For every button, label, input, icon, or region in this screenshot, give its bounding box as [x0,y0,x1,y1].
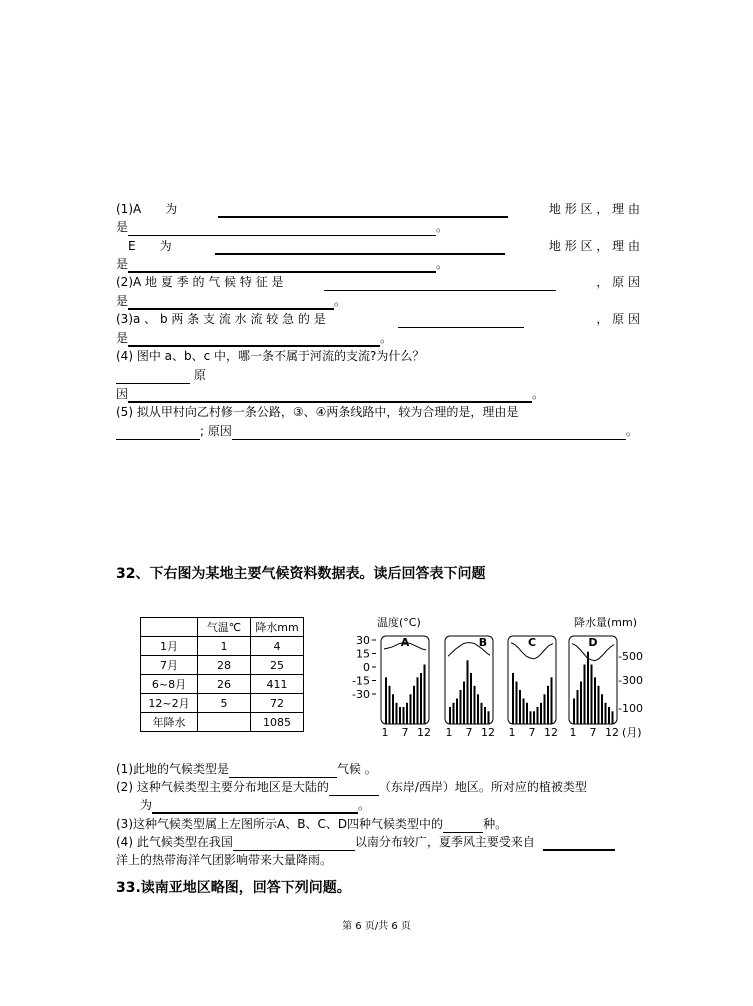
q31-l8-prefix: 是 [116,331,129,345]
answer-blank[interactable] [152,799,358,814]
q32-a3-end: 。 [358,798,371,812]
precip-bar [460,690,462,724]
q32-line-1 [116,760,640,778]
month-tick-label: 1 [381,726,389,739]
precip-bar [577,690,579,724]
precip-bar [392,694,394,724]
q32-line-4 [116,815,640,833]
table-row [141,713,304,732]
precip-bar [385,677,387,724]
table-cell: 5 [198,694,251,713]
q32-a5-prefix: (4) 此气候类型在我国 [116,835,233,849]
precip-bar [526,703,528,724]
q31-line-8 [116,329,640,347]
precip-bar [470,673,472,724]
precip-tick-label: -500 [618,650,643,663]
precip-bar [512,673,514,724]
precip-bar [413,686,415,724]
q32-a1-suffix: 气候 。 [337,762,377,776]
precip-bar [573,699,575,725]
temp-tick-label: 0 [363,661,370,674]
answer-blank[interactable] [543,836,615,851]
precip-bar [594,677,596,724]
precip-bar [587,652,589,724]
climate-charts [340,612,660,742]
q32-a1-prefix: (1)此地的气候类型是 [116,762,229,776]
q32-line-6 [116,851,640,869]
q31-line-1 [116,200,640,218]
precip-bar [484,707,486,724]
q31-line-10 [116,366,640,384]
precip-axis-label: 降水量(mm) [574,616,638,629]
q31-l10-text: 原 [193,368,206,382]
answer-blank[interactable] [229,764,337,778]
month-tick-label: 7 [528,726,536,739]
q31-l2-prefix: 是 [116,220,129,234]
q31-line-2 [116,218,640,236]
month-tick-label: 12 [481,726,495,739]
precip-bar [463,682,465,725]
table-cell: 411 [251,675,304,694]
precip-bar [410,694,412,724]
month-tick-label: 12 [605,726,619,739]
q31-line-9 [116,347,640,365]
month-tick-label: 12 [544,726,558,739]
precip-bar [544,694,546,724]
table-row [141,694,304,713]
table-cell: 1 [198,637,251,656]
precip-bar [449,707,451,724]
table-cell: 25 [251,656,304,675]
precip-axis-ticks [618,650,643,715]
month-tick-label: 12 [417,726,431,739]
precip-bar [467,660,469,724]
q31-l5-prefix: (2)A 地 夏 季 的 气 候 特 征 是 [116,275,284,289]
climate-data-table [140,617,304,732]
answer-blank[interactable] [128,332,380,347]
q31-l11-prefix: 因 [116,387,129,401]
month-tick-label: 7 [401,726,409,739]
precip-bar [481,703,483,724]
q31-l1-prefix: (1)A 为 [116,202,178,216]
table-cell [198,713,251,732]
precip-bar [453,703,455,724]
q32-line-3 [140,796,664,814]
precip-bar [537,707,539,724]
table-cell: 4 [251,637,304,656]
q31-l4-prefix: 是 [116,257,129,271]
table-cell: 28 [198,656,251,675]
precip-bar [456,699,458,725]
precip-bar [580,682,582,725]
precip-tick-label: -300 [618,674,643,687]
answer-blank[interactable] [218,203,508,218]
q31-l13-end: 。 [625,424,638,438]
month-tick-label: 1 [508,726,516,739]
precip-bar [420,673,422,724]
month-axis-label: (月) [622,726,642,739]
q32-a4-suffix: 种。 [483,817,508,831]
precip-bar [598,686,600,724]
precip-tick-label: -100 [618,702,643,715]
month-tick-label: 7 [589,726,597,739]
q31-l6-prefix: 是 [116,294,129,308]
q31-line-5 [116,273,640,291]
answer-blank[interactable] [443,819,483,833]
table-cell: 6~8月 [141,675,198,694]
answer-blank[interactable] [324,277,556,291]
table-header-row [141,618,304,637]
precip-bar [605,703,607,724]
panel-label-A: A [400,636,410,649]
temp-axis-ticks [352,634,376,701]
precip-bar [488,711,490,724]
precip-bar [608,707,610,724]
table-cell: 降水mm [251,618,304,637]
answer-blank[interactable] [128,258,436,273]
panel-label-D: D [588,636,598,649]
answer-blank[interactable] [116,426,200,440]
temp-tick-label: 15 [356,647,370,661]
table-cell: 12~2月 [141,694,198,713]
precip-bar [406,703,408,724]
q32-line-2 [116,778,640,796]
q31-l11-end: 。 [532,387,545,401]
table-cell: 72 [251,694,304,713]
q31-l1-suffix: 地 形 区 ， 理 由 [548,202,640,216]
answer-blank[interactable] [116,370,190,384]
precip-bar [601,694,603,724]
table-row [141,656,304,675]
answer-blank[interactable] [233,837,355,851]
answer-blank[interactable] [329,782,379,796]
q32-title: 32、下右图为某地主要气候资料数据表。读后回答表下问题 [116,566,486,582]
table-cell: 1月 [141,637,198,656]
climate-panels [381,636,619,739]
q32-a2-prefix: (2) 这种气候类型主要分布地区是大陆的 [116,780,329,794]
precip-bar [533,711,535,724]
answer-blank[interactable] [232,426,626,440]
month-tick-label: 7 [465,726,473,739]
precip-bar [551,677,553,724]
table-cell: 1085 [251,713,304,732]
answer-blank[interactable] [215,240,505,255]
temp-tick-label: 30 [356,634,370,647]
q31-l13-text: ; 原因 [200,424,232,438]
answer-blank[interactable] [398,314,524,328]
precip-bar [399,707,401,724]
q31-l4-end: 。 [436,257,449,271]
panel-label-B: B [478,636,488,649]
answer-blank[interactable] [128,222,436,236]
table-cell [141,618,198,637]
precip-bar [519,690,521,724]
temp-tick-label: -15 [352,674,370,688]
q32-a2-suffix: （东岸/西岸）地区。所对应的植被类型 [378,780,587,794]
answer-blank[interactable] [128,295,334,310]
precip-bar [417,677,419,724]
q31-l3-suffix: 地 形 区 ， 理 由 [548,239,640,253]
table-row [141,637,304,656]
panel-label-C: C [527,636,537,649]
q32-a4-prefix: (3)这种气候类型属上左图所示A、B、C、D四种气候类型中的 [116,817,444,831]
precip-bar [612,711,614,724]
precip-bar [516,682,518,725]
q31-line-11 [116,385,640,403]
precip-bar [547,686,549,724]
table-row [141,675,304,694]
month-tick-label: 1 [569,726,577,739]
month-tick-label: 1 [445,726,453,739]
table-cell: 26 [198,675,251,694]
temp-axis-label: 温度(°C) [377,616,421,629]
table-cell: 气温℃ [198,618,251,637]
table-cell: 7月 [141,656,198,675]
page-footer: 第 6 页/共 6 页 [342,921,411,932]
q31-l3-prefix: E 为 [116,239,172,253]
q31-line-12 [116,403,640,421]
q31-line-13 [116,422,640,440]
precip-bar [477,694,479,724]
temp-tick-label: -30 [352,688,370,701]
q33-title: 33.读南亚地区略图，回答下列问题。 [116,880,351,896]
q32-line-5 [116,833,640,851]
table-cell: 年降水 [141,713,198,732]
q31-l5-suffix: ， 原 因 [596,275,640,289]
precip-bar [474,686,476,724]
precip-bar [530,711,532,724]
q32-a5-suffix: 以南分布较广，夏季风主要受来自 [354,835,535,849]
q31-line-4 [116,255,640,273]
precip-bar [584,665,586,725]
q31-l7-prefix: (3)a 、 b 两 条 支 流 水 流 较 急 的 是 [116,312,326,326]
precip-bar [523,699,525,725]
q31-line-6 [116,292,640,310]
q31-l6-end: 。 [334,294,347,308]
q31-l7-suffix: ， 原 因 [596,312,640,326]
precip-bar [403,707,405,724]
q31-line-7 [116,310,640,328]
precip-bar [396,703,398,724]
q31-l9-text: (4) 图中 a、b、c 中，哪一条不属于河流的支流?为什么？ [116,349,425,363]
q31-l2-end: 。 [436,220,449,234]
q31-l12-text: (5) 拟从甲村向乙村修一条公路，③、④两条线路中，较为合理的是，理由是 [116,405,519,419]
precip-bar [591,665,593,725]
precip-bar [389,686,391,724]
q31-line-3 [116,237,640,255]
answer-blank[interactable] [128,388,532,403]
q31-l8-end: 。 [380,331,393,345]
q32-a6-text: 洋上的热带海洋气团影响带来大量降雨。 [116,853,333,867]
precip-bar [540,703,542,724]
precip-bar [424,665,426,725]
q32-a3-prefix: 为 [140,798,153,812]
